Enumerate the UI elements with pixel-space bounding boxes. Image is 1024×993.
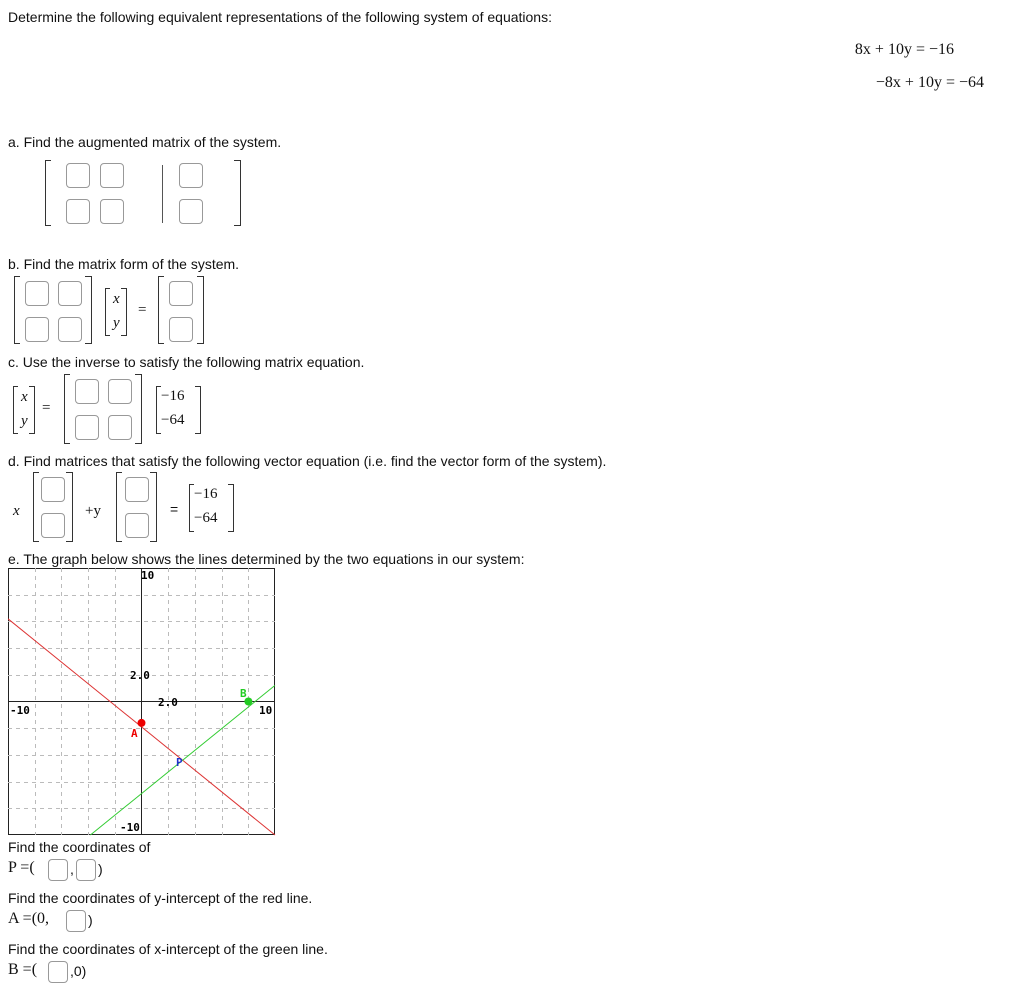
coef-a11-input[interactable] — [25, 281, 49, 306]
equals-sign: = — [42, 400, 51, 416]
equation-2: −8x + 10y = −64 — [875, 74, 984, 91]
y-tick-label: 2.0 — [130, 669, 150, 682]
part-c-label: c. Use the inverse to satisfy the following matrix equation. — [8, 354, 365, 370]
point-b-label: B — [240, 687, 247, 700]
aug-a11-input[interactable] — [66, 163, 90, 188]
p-prefix: P =( — [8, 859, 35, 876]
a-prefix: A =(0, — [8, 910, 50, 927]
inv-a11-input[interactable] — [75, 379, 99, 404]
inv-a21-input[interactable] — [75, 415, 99, 440]
p-y-input[interactable] — [76, 859, 96, 881]
bracket-right — [240, 160, 241, 226]
part-d-label: d. Find matrices that satisfy the following vector equation (i.e. find the vector form of the system). — [8, 453, 607, 469]
vec-x1-input[interactable] — [41, 477, 65, 502]
p-close: ) — [98, 861, 103, 877]
var-x: x — [21, 389, 28, 405]
point-a-label: A — [131, 727, 138, 740]
var-y: y — [113, 315, 120, 331]
find-p-label: Find the coordinates of — [8, 839, 151, 855]
bracket-left — [45, 160, 46, 226]
b-prefix: B =( — [8, 961, 38, 978]
x-tick-label: 2.0 — [158, 696, 178, 709]
b-suffix: ,0) — [70, 963, 87, 979]
y-max-label: 10 — [141, 569, 155, 582]
a-y-input[interactable] — [66, 910, 86, 932]
question-intro: Determine the following equivalent representations of the following system of equations: — [8, 9, 552, 25]
const-b1-input[interactable] — [169, 281, 193, 306]
equals-sign: = — [170, 501, 179, 517]
aug-a12-input[interactable] — [100, 163, 124, 188]
a-close: ) — [88, 912, 93, 928]
part-a-label: a. Find the augmented matrix of the system. — [8, 134, 282, 150]
aug-b1-input[interactable] — [179, 163, 203, 188]
x-min-label: -10 — [10, 704, 30, 717]
p-x-input[interactable] — [48, 859, 68, 881]
aug-b2-input[interactable] — [179, 199, 203, 224]
part-b-label: b. Find the matrix form of the system. — [8, 256, 240, 272]
rhs-bottom: −64 — [161, 412, 185, 428]
rhs-top: −16 — [194, 486, 218, 502]
rhs-bottom: −64 — [194, 510, 218, 526]
coef-a21-input[interactable] — [25, 317, 49, 342]
vec-y1-input[interactable] — [125, 477, 149, 502]
coordinate-graph — [8, 568, 276, 836]
coef-a22-input[interactable] — [58, 317, 82, 342]
find-b-label: Find the coordinates of x-intercept of the green line. — [8, 941, 328, 957]
x-coefficient: x — [13, 503, 20, 519]
y-min-label: -10 — [120, 821, 140, 834]
coef-a12-input[interactable] — [58, 281, 82, 306]
augment-divider — [162, 165, 163, 223]
b-x-input[interactable] — [48, 961, 68, 983]
var-x: x — [113, 291, 120, 307]
aug-a22-input[interactable] — [100, 199, 124, 224]
part-e-label: e. The graph below shows the lines determined by the two equations in our system: — [8, 551, 525, 567]
x-max-label: 10 — [259, 704, 273, 717]
const-b2-input[interactable] — [169, 317, 193, 342]
aug-a21-input[interactable] — [66, 199, 90, 224]
vec-x2-input[interactable] — [41, 513, 65, 538]
point-a-marker[interactable] — [138, 719, 146, 727]
point-p-label: P — [176, 756, 183, 769]
plus-y: +y — [85, 503, 101, 519]
inv-a12-input[interactable] — [108, 379, 132, 404]
var-y: y — [21, 413, 28, 429]
p-separator: , — [70, 861, 74, 877]
equation-1: 8x + 10y = −16 — [854, 41, 954, 58]
rhs-top: −16 — [161, 388, 185, 404]
equals-sign: = — [138, 302, 147, 318]
inv-a22-input[interactable] — [108, 415, 132, 440]
vec-y2-input[interactable] — [125, 513, 149, 538]
find-a-label: Find the coordinates of y-intercept of the red line. — [8, 890, 313, 906]
